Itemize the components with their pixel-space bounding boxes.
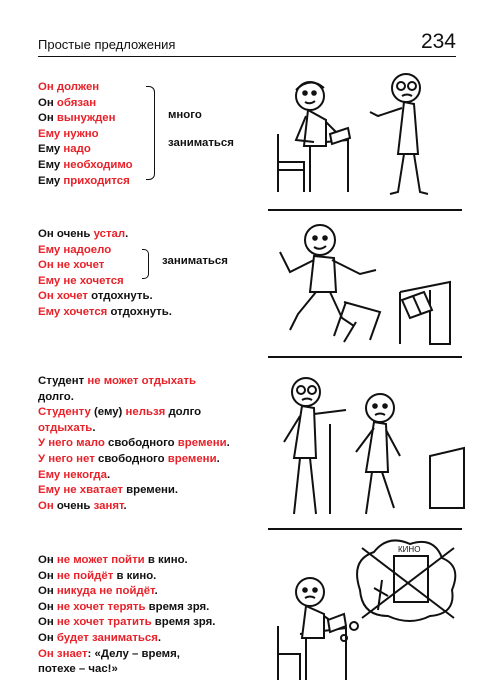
text-line <box>38 227 172 243</box>
tired-student-illustration <box>270 218 466 346</box>
highlighted-phrase: Ему хочется <box>38 305 108 318</box>
highlighted-phrase: Ему надоело <box>38 243 112 256</box>
text-segment: свободного <box>94 452 168 465</box>
text-line <box>38 421 230 437</box>
section1-side-top: много <box>168 109 202 121</box>
text-line <box>38 289 172 305</box>
page-number: 234 <box>420 30 456 53</box>
highlighted-phrase: Он <box>38 499 54 512</box>
text-line <box>38 553 215 569</box>
highlighted-phrase: нельзя <box>125 406 166 419</box>
text-segment: . <box>125 228 129 240</box>
text-segment: Он <box>38 600 57 613</box>
text-segment: Он <box>38 631 57 644</box>
text-line <box>38 258 172 274</box>
highlighted-phrase: вынужден <box>56 112 116 125</box>
text-segment: Он <box>38 616 57 629</box>
text-line <box>38 127 133 143</box>
text-segment: . <box>123 499 127 512</box>
highlighted-phrase: Он не хочет <box>38 259 105 272</box>
text-line <box>38 662 215 678</box>
text-line <box>38 615 215 631</box>
text-line <box>38 647 215 663</box>
highlighted-phrase: обязан <box>56 96 97 109</box>
text-line <box>38 499 230 515</box>
page-header <box>38 30 456 57</box>
text-segment: : «Делу – время, <box>87 647 180 660</box>
text-line <box>38 374 230 390</box>
text-line <box>38 600 215 616</box>
text-line <box>38 274 172 290</box>
text-segment: . <box>157 631 162 644</box>
highlighted-phrase: необходимо <box>63 158 133 171</box>
text-segment: отдохнуть. <box>107 305 172 318</box>
text-line <box>38 483 230 499</box>
text-segment: потехе – час!» <box>38 663 118 676</box>
text-segment: Он <box>38 96 57 109</box>
text-segment: в кино. <box>144 554 188 566</box>
text-segment: . <box>226 437 230 450</box>
section2-text <box>38 227 172 321</box>
text-segment: долго. <box>38 390 74 403</box>
text-segment: время зря. <box>151 616 216 629</box>
highlighted-phrase: времени <box>177 437 227 450</box>
highlighted-phrase: приходится <box>63 174 130 187</box>
highlighted-phrase: никуда не пойдёт <box>56 585 155 598</box>
text-line <box>38 569 215 585</box>
highlighted-phrase: не пойдёт <box>56 569 114 582</box>
text-segment: свободного <box>104 437 178 450</box>
text-line <box>38 468 230 484</box>
highlighted-phrase: не может отдыхать <box>87 375 196 387</box>
text-segment: Он <box>38 554 57 566</box>
highlighted-phrase: У него нет <box>38 452 95 465</box>
text-segment: Ему <box>38 158 64 171</box>
highlighted-phrase: Он хочет <box>38 290 89 303</box>
highlighted-phrase: отдыхать <box>38 421 93 434</box>
no-cinema-illustration <box>270 530 466 682</box>
section1-brace <box>146 86 155 180</box>
highlighted-phrase: Ему не хочется <box>38 274 124 287</box>
text-line <box>38 174 133 190</box>
section1-text <box>38 80 133 189</box>
section2-side: заниматься <box>162 255 228 267</box>
highlighted-phrase: надо <box>63 143 91 156</box>
text-segment: Он <box>38 569 57 582</box>
text-line <box>38 436 230 452</box>
text-segment: . <box>216 452 220 465</box>
separator-1 <box>268 209 462 211</box>
text-segment: времени. <box>122 484 179 497</box>
text-segment: отдохнуть. <box>88 290 153 303</box>
chapter-title: Простые предложения <box>38 37 176 52</box>
text-line <box>38 305 172 321</box>
text-segment: Ему <box>38 143 64 156</box>
busy-student-illustration <box>270 368 466 518</box>
section1-side-bottom: заниматься <box>168 137 234 149</box>
highlighted-phrase: занят <box>93 499 124 512</box>
text-segment: . <box>106 468 111 481</box>
section3-text <box>38 374 230 514</box>
text-line <box>38 584 215 600</box>
cinema-sign-text: КИНО <box>398 545 421 554</box>
highlighted-phrase: не может пойти <box>56 554 145 566</box>
section2-brace <box>142 249 149 279</box>
text-segment: Он <box>38 585 57 598</box>
text-line <box>38 80 133 96</box>
text-segment: очень <box>53 499 94 512</box>
highlighted-phrase: Ему некогда <box>38 468 107 481</box>
highlighted-phrase: Ему не хватает <box>38 484 123 497</box>
highlighted-phrase: Ему нужно <box>38 127 99 140</box>
text-line <box>38 390 230 406</box>
text-line <box>38 631 215 647</box>
text-segment: Студент <box>38 375 88 387</box>
text-segment: в кино. <box>113 569 157 582</box>
text-segment: Ему <box>38 174 64 187</box>
section4-text <box>38 553 215 678</box>
text-segment: Он <box>38 112 57 125</box>
text-segment: . <box>92 421 96 434</box>
text-line <box>38 142 133 158</box>
text-segment: Он очень <box>38 228 94 240</box>
text-line <box>38 158 133 174</box>
text-segment: . <box>154 585 158 598</box>
text-line <box>38 405 230 421</box>
text-segment: (ему) <box>90 406 126 419</box>
highlighted-phrase: Студенту <box>38 406 91 419</box>
text-line <box>38 243 172 259</box>
highlighted-phrase: не хочет тратить <box>56 616 152 629</box>
text-line <box>38 111 133 127</box>
highlighted-phrase: устал <box>93 228 126 240</box>
highlighted-phrase: будет заниматься <box>56 631 158 644</box>
text-line <box>38 452 230 468</box>
highlighted-phrase: не хочет терять <box>56 600 146 613</box>
highlighted-phrase: У него мало <box>38 437 105 450</box>
text-segment: время зря. <box>145 600 210 613</box>
separator-2 <box>268 356 462 358</box>
highlighted-phrase: Он знает <box>38 647 88 660</box>
studying-student-illustration <box>270 66 466 196</box>
highlighted-phrase: Он должен <box>38 81 100 93</box>
highlighted-phrase: времени <box>167 452 217 465</box>
text-line <box>38 96 133 112</box>
text-segment: долго <box>165 406 202 419</box>
